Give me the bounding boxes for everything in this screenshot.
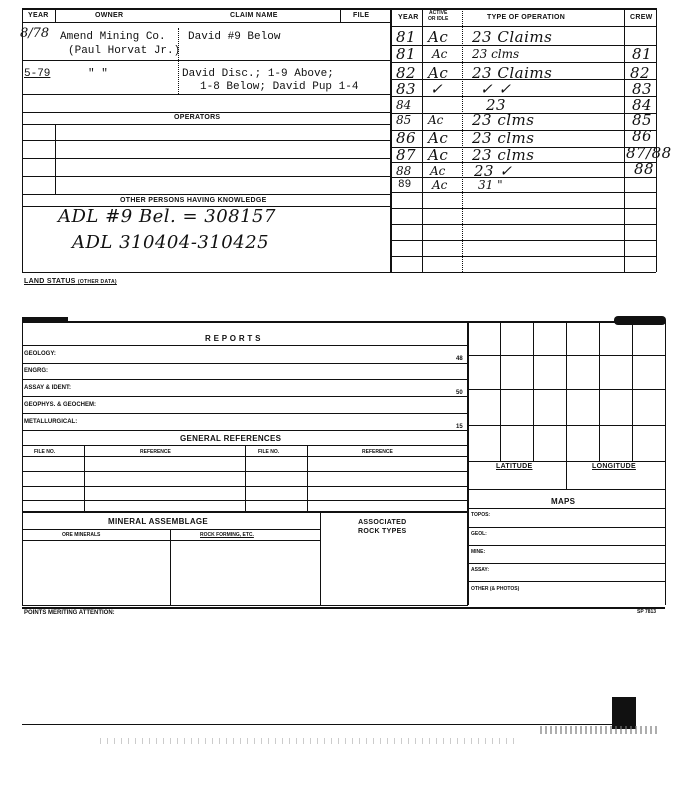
- activity-type-4: ✓ ✓: [480, 80, 512, 98]
- ownership-owner-2: (Paul Horvat Jr.): [68, 45, 181, 57]
- scan-noise-bar: [540, 726, 660, 734]
- activity-crew-header: CREW: [630, 14, 653, 21]
- activity-type-7: 23 clms: [472, 129, 535, 147]
- ownership-claim-1: David #9 Below: [188, 31, 281, 43]
- handwritten-note-2: ADL 310404-310425: [72, 232, 270, 253]
- activity-status-8: Ac: [428, 146, 449, 164]
- report-assay-count: 50: [456, 390, 463, 396]
- land-status-label: LAND STATUS (OTHER DATA): [24, 278, 117, 285]
- activity-type-2: 23 clms: [472, 47, 520, 61]
- maps-topos: TOPOS:: [471, 512, 491, 518]
- scan-noise-line: [100, 738, 520, 744]
- maps-assay: ASSAY:: [471, 567, 490, 573]
- activity-crew-5: 84: [632, 96, 653, 114]
- ownership-owner-1: Amend Mining Co.: [60, 31, 166, 43]
- activity-year-9: 88: [396, 164, 412, 178]
- ownership-owner-3: " ": [88, 68, 108, 80]
- other-persons-label: OTHER PERSONS HAVING KNOWLEDGE: [120, 197, 267, 204]
- activity-status-2: Ac: [432, 47, 448, 61]
- activity-status-6: Ac: [428, 113, 444, 127]
- file-column-header: FILE: [353, 12, 370, 19]
- activity-status-3: Ac: [428, 64, 449, 82]
- activity-type-8: 23 clms: [472, 146, 535, 164]
- ownership-claim-3: David Disc.; 1-9 Above;: [182, 68, 334, 80]
- activity-status-10: Ac: [432, 178, 448, 192]
- report-assay: ASSAY & IDENT:: [24, 385, 72, 391]
- activity-crew-6: 85: [632, 111, 653, 129]
- activity-crew-2: 81: [632, 45, 653, 63]
- activity-status-4: ✓: [430, 80, 444, 98]
- report-metallurgical: METALLURGICAL:: [24, 419, 78, 425]
- associated-rock-types-title: ASSOCIATED ROCK TYPES: [358, 519, 407, 535]
- redaction-mark-right: [614, 316, 666, 325]
- activity-type-6: 23 clms: [472, 111, 535, 129]
- longitude-label: LONGITUDE: [592, 463, 636, 470]
- scan-artifact-block: [612, 697, 636, 729]
- ref-col-file-no-2: FILE NO.: [258, 449, 280, 455]
- mineral-assemblage-title: MINERAL ASSEMBLAGE: [108, 517, 209, 526]
- activity-status-9: Ac: [430, 164, 446, 178]
- activity-year-3: 82: [396, 64, 417, 82]
- activity-type-5: 23: [486, 96, 507, 114]
- ore-minerals-label: ORE MINERALS: [62, 532, 101, 538]
- activity-crew-4: 83: [632, 80, 653, 98]
- ref-col-reference-1: REFERENCE: [140, 449, 171, 455]
- activity-status-1: Ac: [428, 28, 449, 46]
- ownership-year-1: 8/78: [20, 26, 50, 41]
- activity-type-9: 23 ✓: [474, 162, 513, 180]
- latitude-label: LATITUDE: [496, 463, 533, 470]
- activity-type-1: 23 Claims: [472, 28, 553, 46]
- maps-mine: MINE:: [471, 549, 486, 555]
- report-metallurgical-count: 15: [456, 424, 463, 430]
- activity-year-6: 85: [396, 113, 412, 127]
- handwritten-note-1: ADL #9 Bel. = 308157: [58, 206, 276, 227]
- activity-status-7: Ac: [428, 129, 449, 147]
- points-meriting-attention-label: POINTS MERITING ATTENTION:: [24, 610, 115, 616]
- activity-year-8: 87: [396, 146, 417, 164]
- operators-label: OPERATORS: [174, 114, 221, 121]
- activity-year-2: 81: [396, 45, 417, 63]
- reports-title: R E P O R T S: [205, 334, 261, 343]
- report-geophys: GEOPHYS. & GEOCHEM:: [24, 402, 97, 408]
- year-column-header: YEAR: [28, 12, 49, 19]
- activity-type-3: 23 Claims: [472, 64, 553, 82]
- activity-year-7: 86: [396, 129, 417, 147]
- report-engrg: ENGRG:: [24, 368, 48, 374]
- report-geology-count: 48: [456, 356, 463, 362]
- activity-year-10: 89: [398, 179, 412, 191]
- maps-other: OTHER (& PHOTOS): [471, 586, 520, 592]
- ownership-year-3: 5-79: [24, 68, 51, 80]
- general-references-title: GENERAL REFERENCES: [180, 434, 282, 443]
- report-geology: GEOLOGY:: [24, 351, 56, 357]
- activity-crew-9: 88: [634, 160, 655, 178]
- activity-active-header: ACTIVE OR IDLE: [428, 10, 449, 22]
- activity-year-5: 84: [396, 98, 412, 112]
- activity-type-header: TYPE OF OPERATION: [487, 14, 566, 21]
- rock-forming-label: ROCK FORMING, ETC.: [200, 532, 254, 538]
- activity-year-header: YEAR: [398, 14, 419, 21]
- claim-name-column-header: CLAIM NAME: [230, 12, 278, 19]
- activity-type-10: 31 ": [478, 178, 503, 192]
- activity-crew-3: 82: [630, 64, 651, 82]
- ref-col-file-no-1: FILE NO.: [34, 449, 56, 455]
- maps-title: MAPS: [551, 497, 576, 506]
- activity-crew-7: 86: [632, 127, 653, 145]
- owner-column-header: OWNER: [95, 12, 124, 19]
- form-number: SP 7813: [637, 609, 657, 615]
- ref-col-reference-2: REFERENCE: [362, 449, 393, 455]
- maps-geol: GEOL:: [471, 531, 487, 537]
- activity-year-4: 83: [396, 80, 417, 98]
- activity-crew-8: 87/88: [626, 144, 672, 162]
- activity-year-1: 81: [396, 28, 417, 46]
- ownership-claim-4: 1-8 Below; David Pup 1-4: [200, 81, 359, 93]
